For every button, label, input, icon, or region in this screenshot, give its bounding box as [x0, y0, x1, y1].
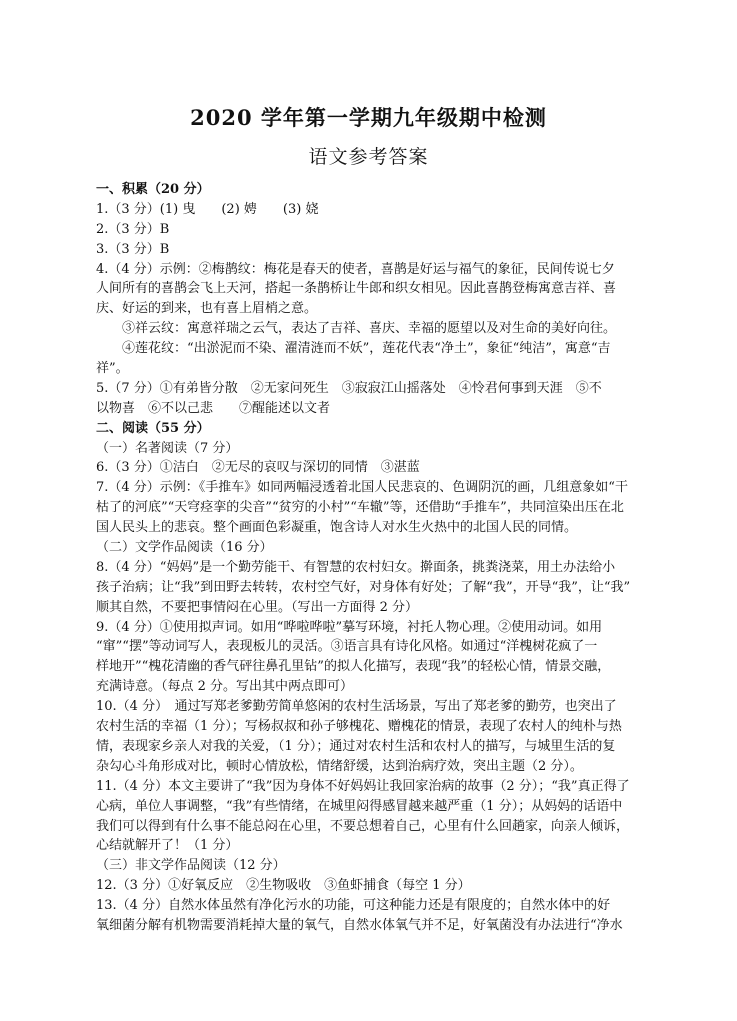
answer-line: 我们可以得到有什么事不能总闷在心里，不要总想着自己，心里有什么回趟家，向亲人倾诉，	[96, 818, 630, 834]
answer-line: （二）文学作品阅读（16 分）	[96, 540, 273, 556]
answer-line: （一）名著阅读（7 分）	[96, 440, 239, 456]
answer-line: 人间所有的喜鹊会飞上天河，搭起一条鹊桥让牛郎和织女相见。因此喜鹊登梅寓意吉祥、喜	[96, 281, 617, 297]
answer-line: ④莲花纹：“出淤泥而不染、濯清涟而不妖”，莲花代表“净土”，象征“纯洁”，寓意“吉	[122, 341, 611, 357]
answer-line: 充满诗意。（每点 2 分。写出其中两点即可）	[96, 679, 354, 695]
answer-line: 杂勾心斗角形成对比，顿时心情放松，情绪舒缓，达到治病疗效，突出主题（2 分）。	[96, 758, 583, 774]
document-subtitle: 语文参考答案	[308, 146, 429, 168]
answer-line: 农村生活的幸福（1 分）；写杨叔叔和孙子够槐花、赠槐花的情景，表现了农村人的纯朴与热	[96, 719, 622, 735]
answer-line: 5.（7 分）①有弟皆分散 ②无家问死生 ③寂寂江山摇落处 ④怜君何事到天涯 ⑤不	[96, 380, 602, 396]
answer-line: 顺其自然，不要把事情闷在心里。（写出一方面得 2 分）	[96, 599, 419, 615]
answer-body	[96, 180, 658, 936]
answer-line: 1.（3 分）(1) 曳 (2) 娉 (3) 娆	[96, 201, 319, 217]
answer-line: 6.（3 分）①洁白 ②无尽的哀叹与深切的同情 ③湛蓝	[96, 460, 420, 476]
answer-line: 13.（4 分）自然水体虽然有净化污水的功能，可这种能力还是有限度的；自然水体中的好	[96, 898, 611, 914]
answer-line: 3.（3 分）B	[96, 241, 170, 257]
answer-line: 心结就解开了！（1 分）	[96, 838, 239, 854]
answer-line: 11.（4 分）本文主要讲了“我”因为身体不好妈妈让我回家治病的故事（2 分）；“我”真正得了	[96, 778, 630, 794]
answer-line: 枯了的河底”“天穹痉挛的尖音”“贫穷的小村”“车辙”等，还借助“手推车”，共同渲染出压在北	[96, 500, 624, 516]
answer-line: 心病，单位人事调整，“我”有些情绪，在城里闷得感冒越来越严重（1 分）；从妈妈的话语中	[96, 798, 623, 814]
answer-line: ③祥云纹：寓意祥瑞之云气，表达了吉祥、喜庆、幸福的愿望以及对生命的美好向往。	[122, 321, 617, 337]
answer-line: 情，表现家乡亲人对我的关爱，（1 分）；通过对农村生活和农村人的描写，与城里生活的复	[96, 738, 616, 754]
answer-line: 国人民头上的悲哀。整个画面色彩凝重，饱含诗人对水生火热中的北国人民的同情。	[96, 520, 578, 536]
answer-line: 庆、好运的到来，也有喜上眉梢之意。	[96, 301, 318, 317]
answer-line: “窜”“摆”等动词写人，表现板儿的灵活。③语言具有诗化风格。如通过“洋槐树花疯了一	[96, 639, 598, 655]
section-heading: 二、阅读（55 分）	[96, 420, 210, 436]
answer-line: 7.（4 分）示例：《手推车》如同两幅浸透着北国人民悲哀的、色调阴沉的画，几组意象如“干	[96, 480, 628, 496]
document-title: 2020 学年第一学期九年级期中检测	[190, 105, 547, 130]
answer-line: 样地开”“槐花清幽的香气砰往鼻孔里钻”的拟人化描写，表现“我”的轻松心情，情景交融，	[96, 659, 611, 675]
answer-line: 12.（3 分）①好氧反应 ②生物吸收 ③鱼虾捕食（每空 1 分）	[96, 878, 471, 894]
answer-line: 8.（4 分）“妈妈”是一个勤劳能干、有智慧的农村妇女。擀面条，挑粪浇菜，用土办法给小	[96, 559, 616, 575]
answer-line: （三）非文学作品阅读（12 分）	[96, 858, 286, 874]
answer-line: 10.（4 分） 通过写郑老爹勤劳简单悠闲的农村生活场景，写出了郑老爹的勤劳，也突出了	[96, 699, 617, 715]
answer-line: 孩子治病；让“我”到田野去转转，农村空气好，对身体有好处；了解“我”，开导“我”，让“我”	[96, 579, 631, 595]
section-heading: 一、积累（20 分）	[96, 182, 210, 197]
answer-line: 9.（4 分）①使用拟声词。如用“哗啦哗啦”摹写环境，衬托人物心理。②使用动词。如用	[96, 619, 603, 635]
answer-line: 以物喜 ⑥不以己悲 ⑦醒能述以文者	[96, 400, 331, 416]
answer-line: 氧细菌分解有机物需要消耗掉大量的氧气，自然水体氧气并不足，好氧菌没有办法进行“净水	[96, 917, 623, 933]
answer-line: 4.（4 分）示例：②梅鹊纹：梅花是春天的使者，喜鹊是好运与福气的象征，民间传说七夕	[96, 261, 615, 277]
answer-line: 祥”。	[96, 361, 129, 377]
answer-line: 2.（3 分）B	[96, 221, 170, 237]
